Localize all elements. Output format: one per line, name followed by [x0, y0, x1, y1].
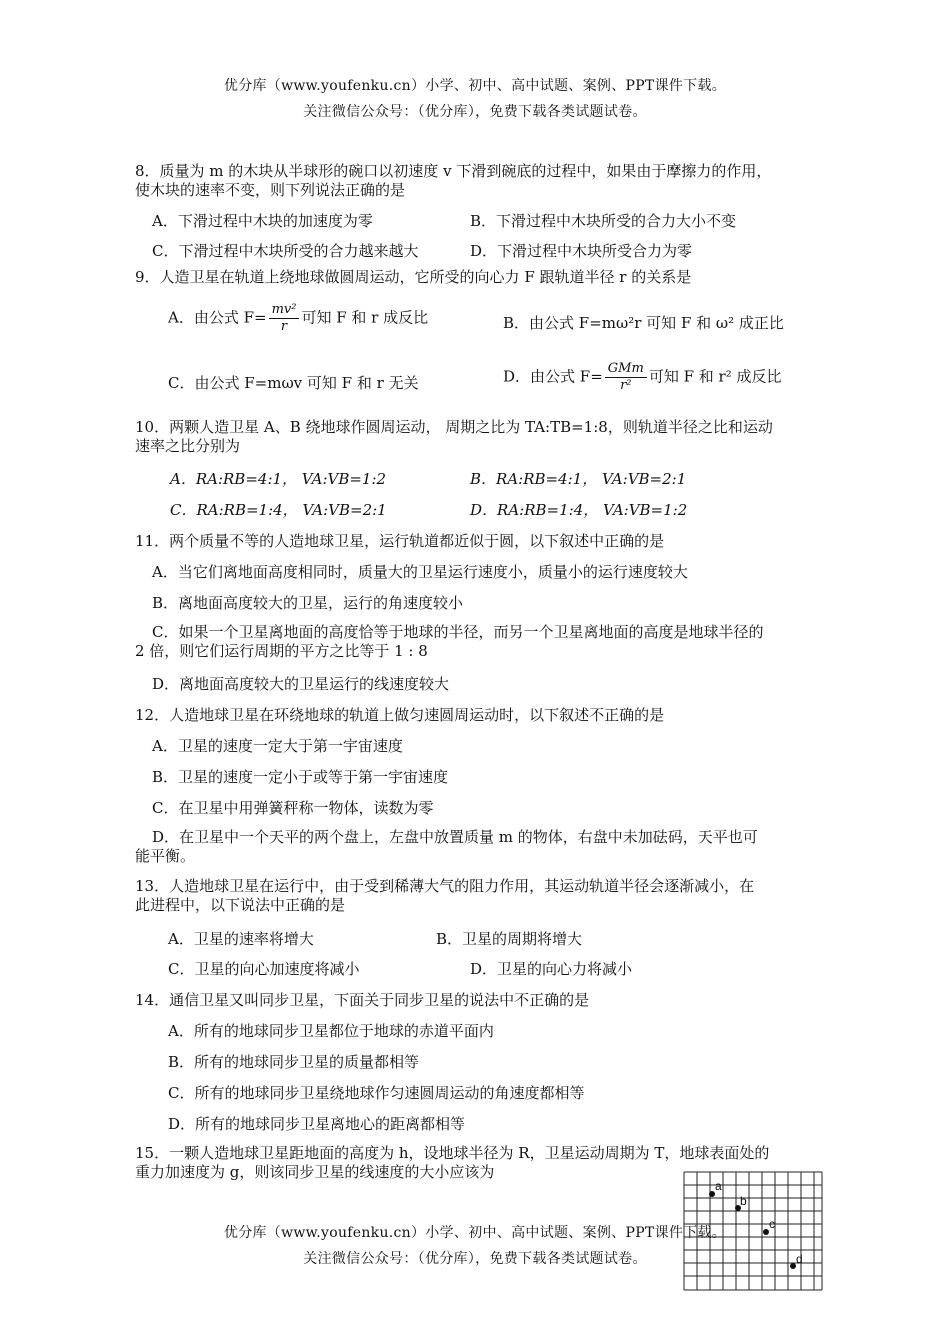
q10-stem	[135, 418, 835, 456]
point-d-label: d	[796, 1252, 803, 1266]
point-b-label: b	[740, 1194, 747, 1208]
q9-option-a	[168, 302, 428, 335]
header-line-2: 关注微信公众号：（优分库），免费下载各类试题试卷。	[303, 104, 647, 120]
q11-stem: 11．两个质量不等的人造地球卫星，运行轨道都近似于圆，以下叙述中正确的是	[135, 532, 665, 550]
q9-option-c: C．由公式 F=mωv 可知 F 和 r 无关	[168, 374, 419, 392]
q10-stem-line-1: 10．两颗人造卫星 A、B 绕地球作圆周运动， 周期之比为 TA:TB=1:8，则轨道半径之比和运动	[135, 418, 773, 436]
q9-option-d-denominator: r²	[620, 378, 632, 393]
q14-option-b: B．所有的地球同步卫星的质量都相等	[168, 1053, 420, 1071]
q9-option-a-suffix: 可知 F 和 r 成反比	[301, 308, 429, 327]
q12-stem: 12．人造地球卫星在环绕地球的轨道上做匀速圆周运动时，以下叙述不正确的是	[135, 706, 665, 724]
q12-option-c: C．在卫星中用弹簧秤称一物体，读数为零	[152, 799, 434, 817]
q9-option-d-numerator: GMm	[605, 361, 647, 378]
q14-stem: 14．通信卫星又叫同步卫星，下面关于同步卫星的说法中不正确的是	[135, 991, 590, 1009]
q10-option-c: C．RA:RB=1:4， VA:VB=2:1	[170, 501, 387, 519]
q14-option-d: D．所有的地球同步卫星离地心的距离都相等	[168, 1115, 466, 1133]
q13-option-d: D．卫星的向心力将减小	[470, 960, 633, 978]
footer-line-2: 关注微信公众号：（优分库），免费下载各类试题试卷。	[303, 1251, 647, 1267]
q12-option-a: A．卫星的速度一定大于第一宇宙速度	[152, 737, 403, 755]
q13-option-a: A．卫星的速率将增大	[168, 930, 314, 948]
q14-option-c: C．所有的地球同步卫星绕地球作匀速圆周运动的角速度都相等	[168, 1084, 585, 1102]
q11-option-b: B．离地面高度较大的卫星，运行的角速度较小	[152, 594, 464, 612]
q9-option-a-numerator: mv²	[269, 302, 300, 319]
q13-stem	[135, 877, 835, 915]
q8-option-a: A．下滑过程中木块的加速度为零	[152, 212, 373, 230]
q15-stem-line-2: 重力加速度为 g，则该同步卫星的线速度的大小应该为	[135, 1163, 495, 1181]
q8-stem	[135, 162, 835, 200]
footer-line-1: 优分库（www.youfenku.cn）小学、初中、高中试题、案例、PPT课件下载。	[223, 1225, 727, 1241]
q15-stem-line-1: 15．一颗人造地球卫星距地面的高度为 h，设地球半径为 R，卫星运动周期为 T，地球表面处的	[135, 1144, 770, 1162]
q10-option-d: D．RA:RB=1:4， VA:VB=1:2	[470, 501, 688, 519]
q12-option-b: B．卫星的速度一定小于或等于第一宇宙速度	[152, 768, 449, 786]
q8-option-d: D．下滑过程中木块所受合力为零	[470, 242, 693, 260]
q9-option-a-denominator: r	[280, 319, 288, 334]
point-c-label: c	[769, 1217, 775, 1231]
q8-option-b: B．下滑过程中木块所受的合力大小不变	[470, 212, 737, 230]
q8-option-c: C．下滑过程中木块所受的合力越来越大	[152, 242, 419, 260]
q13-option-c: C．卫星的向心加速度将减小	[168, 960, 360, 978]
q11-option-d: D．离地面高度较大的卫星运行的线速度较大	[152, 675, 450, 693]
q9-option-a-fraction	[269, 302, 300, 335]
q12-option-d-line-2: 能平衡。	[135, 847, 196, 865]
q11-option-c	[135, 623, 835, 661]
q13-option-b: B．卫星的周期将增大	[436, 930, 583, 948]
header-line-1: 优分库（www.youfenku.cn）小学、初中、高中试题、案例、PPT课件下载。	[223, 78, 727, 94]
q9-option-a-prefix: A．由公式 F=	[168, 308, 267, 327]
q12-option-d-line-1: D．在卫星中一个天平的两个盘上，左盘中放置质量 m 的物体，右盘中未加砝码，天平也可	[152, 828, 758, 846]
q10-option-b: B．RA:RB=4:1， VA:VB=2:1	[470, 470, 687, 488]
q8-stem-line-1: 8．质量为 m 的木块从半球形的碗口以初速度 v 下滑到碗底的过程中，如果由于摩擦力的作用，	[135, 162, 772, 180]
q11-option-a: A．当它们离地面高度相同时，质量大的卫星运行速度小，质量小的运行速度较大	[152, 563, 688, 581]
q10-option-a: A．RA:RB=4:1， VA:VB=1:2	[170, 470, 387, 488]
q9-option-b: B．由公式 F=mω²r 可知 F 和 ω² 成正比	[503, 314, 784, 332]
q9-option-d	[503, 361, 781, 394]
q13-stem-line-1: 13．人造地球卫星在运行中，由于受到稀薄大气的阻力作用，其运动轨道半径会逐渐减小，在	[135, 877, 755, 895]
q11-option-c-line-2: 2 倍，则它们运行周期的平方之比等于 1 : 8	[135, 642, 428, 660]
q9-option-d-fraction	[605, 361, 647, 394]
q9-stem: 9．人造卫星在轨道上绕地球做圆周运动，它所受的向心力 F 跟轨道半径 r 的关系是	[135, 268, 692, 286]
q14-option-a: A．所有的地球同步卫星都位于地球的赤道平面内	[168, 1022, 494, 1040]
q11-option-c-line-1: C．如果一个卫星离地面的高度恰等于地球的半径，而另一个卫星离地面的高度是地球半径的	[152, 623, 764, 641]
q9-option-d-prefix: D．由公式 F=	[503, 367, 603, 386]
q12-option-d	[135, 828, 835, 866]
q9-option-d-suffix: 可知 F 和 r² 成反比	[648, 367, 782, 386]
q8-stem-line-2: 使木块的速率不变，则下列说法正确的是	[135, 181, 406, 199]
q13-stem-line-2: 此进程中，以下说法中正确的是	[135, 896, 346, 914]
q10-stem-line-2: 速率之比分别为	[135, 437, 241, 455]
point-a-label: a	[715, 1179, 722, 1193]
